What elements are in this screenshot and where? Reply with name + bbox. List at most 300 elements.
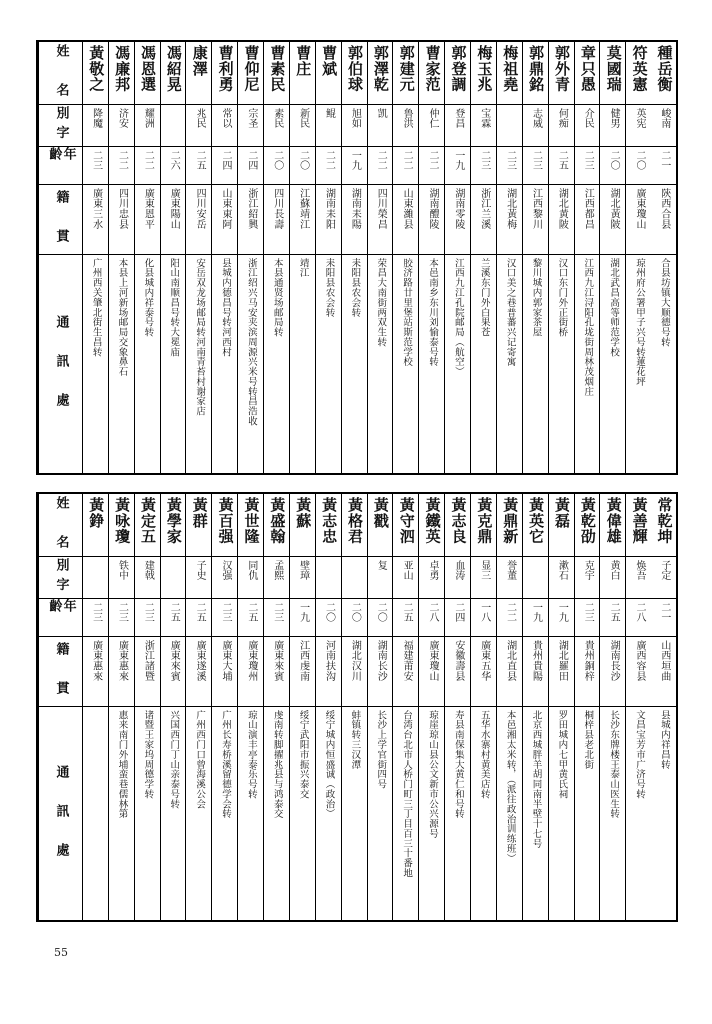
cell-name-text: 黃蘇 xyxy=(294,497,313,529)
cell-age xyxy=(212,598,237,636)
cell-alias-text: 血涛 xyxy=(452,560,464,581)
cell-alias xyxy=(549,556,574,598)
cell-name-text: 黃志忠 xyxy=(320,497,339,544)
cell-age-text: 二五 xyxy=(401,602,413,623)
cell-address xyxy=(600,254,625,473)
cell-age-text: 二〇 xyxy=(349,602,361,623)
cell-origin xyxy=(264,184,289,254)
cell-origin-text: 湖北汉川 xyxy=(349,640,361,682)
cell-age xyxy=(161,146,186,184)
cell-origin xyxy=(393,184,418,254)
cell-alias xyxy=(135,104,160,146)
roster-entry-column xyxy=(470,494,496,920)
cell-alias xyxy=(651,556,676,598)
cell-address xyxy=(135,706,160,920)
cell-origin-text: 江西黎川 xyxy=(530,188,542,230)
cell-alias xyxy=(186,104,211,146)
cell-address xyxy=(342,706,367,920)
cell-address-text: 兰溪东门外白果苍 xyxy=(478,258,490,338)
cell-alias xyxy=(471,556,496,598)
roster-entry-column xyxy=(211,494,237,920)
cell-name-text: 郭建元 xyxy=(397,45,416,92)
cell-origin-text: 廣東瓊山 xyxy=(426,640,438,682)
cell-alias-text: 济安 xyxy=(116,108,128,129)
cell-name-text: 黃志良 xyxy=(449,497,468,544)
cell-age-text: 二二 xyxy=(323,150,335,171)
cell-age-text: 一八 xyxy=(478,602,490,623)
roster-entry-column xyxy=(651,42,676,473)
cell-origin-text: 貴州貴陽 xyxy=(530,640,542,682)
cell-age xyxy=(83,598,108,636)
cell-address-text: 兴国西门丁山亲泰号转 xyxy=(168,710,180,809)
cell-age xyxy=(445,146,470,184)
cell-alias-text: 登昌 xyxy=(452,108,464,129)
roster-entry-column xyxy=(185,42,211,473)
cell-alias xyxy=(161,104,186,146)
cell-origin xyxy=(109,636,134,706)
roster-entry-column xyxy=(108,494,134,920)
cell-origin xyxy=(316,184,341,254)
cell-address xyxy=(316,706,341,920)
cell-origin-text: 浙江紹興 xyxy=(245,188,257,230)
cell-age xyxy=(290,598,315,636)
cell-alias xyxy=(523,104,548,146)
cell-origin xyxy=(393,636,418,706)
roster-entry-column xyxy=(341,494,367,920)
cell-alias-text: 孟熙 xyxy=(271,560,283,581)
roster-entry-column xyxy=(315,42,341,473)
cell-origin xyxy=(626,184,651,254)
cell-age-text: 二三 xyxy=(582,150,594,171)
cell-origin-text: 湖南長沙 xyxy=(608,640,620,682)
cell-alias xyxy=(238,104,263,146)
cell-address-text: 靖江 xyxy=(297,258,309,278)
cell-alias xyxy=(445,556,470,598)
cell-address-text: 汉口东门外正街桥 xyxy=(556,258,568,338)
cell-alias-text: 复 xyxy=(375,560,387,571)
cell-name-text: 曹利勇 xyxy=(216,45,235,92)
cell-name xyxy=(575,42,600,104)
cell-name-text: 黃守泗 xyxy=(397,497,416,544)
cell-name-text: 常乾坤 xyxy=(655,497,674,544)
cell-origin xyxy=(471,636,496,706)
cell-alias xyxy=(212,104,237,146)
cell-name xyxy=(264,42,289,104)
cell-address-text: 阳山南顺昌号转大冕庙 xyxy=(168,258,180,357)
cell-name-text: 郭伯球 xyxy=(346,45,364,92)
cell-name xyxy=(186,42,211,104)
cell-name-text: 黃格君 xyxy=(346,497,364,544)
cell-alias xyxy=(109,104,134,146)
cell-origin-text: 廣東瓊山 xyxy=(633,188,645,230)
cell-address-text: 汉口美之巷普蕃兴记寄寓 xyxy=(504,258,516,367)
cell-alias xyxy=(186,556,211,598)
cell-address-text: 黎川城内郭家茶屋 xyxy=(530,258,542,338)
cell-address xyxy=(575,706,600,920)
cell-origin-text: 廣東大埔 xyxy=(219,640,231,682)
roster-entry-column xyxy=(263,42,289,473)
cell-age-text: 二三 xyxy=(219,602,231,623)
cell-name xyxy=(626,494,651,556)
cell-name xyxy=(549,42,574,104)
roster-entry-column xyxy=(651,494,676,920)
cell-alias-text: 兆民 xyxy=(194,108,206,129)
cell-alias xyxy=(523,556,548,598)
cell-address-text: 本县上河新场邮局交象鼻石 xyxy=(116,258,128,377)
cell-address-text: 台湾台北市人桥门町三丁目百三十番地 xyxy=(401,710,413,878)
cell-origin-text: 廣東五华 xyxy=(478,640,490,682)
column-header-origin xyxy=(39,184,82,254)
cell-age xyxy=(393,146,418,184)
cell-origin-text: 山東東阿 xyxy=(219,188,231,230)
cell-address xyxy=(626,254,651,473)
cell-name-text: 符英憲 xyxy=(630,45,649,92)
cell-alias-text: 健男 xyxy=(608,108,620,129)
cell-alias xyxy=(135,556,160,598)
cell-name-text: 郭鼎銘 xyxy=(527,45,546,92)
cell-origin-text: 湖北黃陂 xyxy=(608,188,620,230)
cell-age-text: 二四 xyxy=(245,150,257,171)
cell-origin xyxy=(471,184,496,254)
cell-age xyxy=(626,146,651,184)
cell-alias-text: 子史 xyxy=(194,560,206,581)
cell-origin-text: 貴州銅梓 xyxy=(582,640,594,682)
cell-alias xyxy=(575,556,600,598)
cell-age-text: 二三 xyxy=(90,150,102,171)
cell-alias xyxy=(393,104,418,146)
cell-origin-text: 湖北直县 xyxy=(504,640,516,682)
cell-origin xyxy=(238,184,263,254)
cell-alias-text: 耀洲 xyxy=(142,108,154,129)
cell-origin xyxy=(419,636,444,706)
cell-address-text: 北京西城胖羊胡同南半壁十七号 xyxy=(530,710,542,849)
cell-address xyxy=(445,706,470,920)
cell-name xyxy=(626,42,651,104)
cell-address xyxy=(161,706,186,920)
cell-age xyxy=(368,146,393,184)
cell-address xyxy=(109,706,134,920)
cell-age xyxy=(264,598,289,636)
cell-name-text: 曹家范 xyxy=(423,45,442,92)
cell-name xyxy=(342,42,367,104)
cell-origin-text: 江西虔南 xyxy=(297,640,309,682)
roster-entry-column xyxy=(625,494,651,920)
cell-name xyxy=(109,42,134,104)
cell-alias-text: 介民 xyxy=(582,108,594,129)
cell-alias-text: 鲲 xyxy=(323,108,335,119)
cell-origin xyxy=(135,636,160,706)
cell-origin-text: 湖北黄陂 xyxy=(556,188,568,230)
cell-alias-text: 建戟 xyxy=(142,560,154,581)
cell-alias-text: 仲仁 xyxy=(426,108,438,129)
cell-origin-text: 廣東恩平 xyxy=(142,188,154,230)
column-header-name xyxy=(39,42,82,104)
cell-age-text: 二二 xyxy=(142,150,154,171)
cell-age-text: 二〇 xyxy=(271,150,283,171)
cell-age-text: 二五 xyxy=(168,602,180,623)
cell-origin xyxy=(651,636,676,706)
roster-entry-column xyxy=(134,494,160,920)
cell-address xyxy=(342,254,367,473)
cell-name-text: 馮紹晃 xyxy=(164,45,183,92)
cell-origin xyxy=(83,636,108,706)
cell-name xyxy=(83,494,108,556)
cell-origin-text: 湖南耒阳 xyxy=(323,188,335,230)
roster-entry-column xyxy=(418,494,444,920)
cell-name xyxy=(600,494,625,556)
cell-address-text: 诸暨王家坞周德学转 xyxy=(142,710,154,799)
cell-origin-text: 陝西合县 xyxy=(658,188,670,230)
roster-entry-column xyxy=(289,494,315,920)
cell-origin xyxy=(212,636,237,706)
cell-name-text: 黃戳 xyxy=(371,497,390,529)
cell-alias xyxy=(290,104,315,146)
cell-name xyxy=(523,42,548,104)
column-header-name-text: 姓 名 xyxy=(53,495,69,555)
cell-age-text: 二二 xyxy=(375,150,387,171)
cell-address-text: 广州西门口曾海溪公会 xyxy=(194,710,206,809)
cell-age-text: 二一 xyxy=(658,150,670,171)
roster-table-top xyxy=(36,40,678,475)
cell-origin-text: 湖北羅田 xyxy=(556,640,568,682)
cell-origin xyxy=(212,184,237,254)
cell-origin xyxy=(368,184,393,254)
cell-address xyxy=(419,254,444,473)
cell-origin-text: 江西都昌 xyxy=(582,188,594,230)
roster-entry-column xyxy=(444,42,470,473)
column-header-origin-text: 籍 貫 xyxy=(53,190,69,249)
cell-name xyxy=(238,494,263,556)
cell-address xyxy=(626,706,651,920)
cell-age xyxy=(342,146,367,184)
cell-origin xyxy=(600,184,625,254)
cell-origin-text: 湖南零陵 xyxy=(452,188,464,230)
cell-age-text: 二三 xyxy=(504,150,516,171)
cell-origin xyxy=(290,184,315,254)
cell-name-text: 黃乾劭 xyxy=(578,497,597,544)
cell-alias-text: 宝霖 xyxy=(478,108,490,129)
cell-age xyxy=(549,146,574,184)
cell-address-text: 罗田城内七甲黄氏祠 xyxy=(556,710,568,799)
cell-origin-text: 湖南长沙 xyxy=(375,640,387,682)
cell-name xyxy=(368,42,393,104)
cell-age-text: 二五 xyxy=(556,150,568,171)
cell-age-text: 二三 xyxy=(142,602,154,623)
column-header-address-text: 通 訊 處 xyxy=(53,764,69,863)
cell-address xyxy=(109,254,134,473)
cell-name xyxy=(212,42,237,104)
roster-entry-column xyxy=(211,42,237,473)
cell-alias xyxy=(342,104,367,146)
cell-address-text: 长沙东牌楼王泰山医生转 xyxy=(608,710,620,819)
cell-address xyxy=(523,706,548,920)
cell-alias xyxy=(600,104,625,146)
cell-address xyxy=(497,706,522,920)
roster-entry-column xyxy=(574,42,600,473)
cell-age xyxy=(186,146,211,184)
cell-alias-text: 壁璋 xyxy=(297,560,309,581)
cell-address xyxy=(238,254,263,473)
cell-origin xyxy=(135,184,160,254)
roster-entry-column xyxy=(237,42,263,473)
cell-age xyxy=(419,598,444,636)
roster-entry-column xyxy=(548,42,574,473)
cell-age xyxy=(264,146,289,184)
cell-origin xyxy=(186,184,211,254)
cell-name xyxy=(186,494,211,556)
cell-age-text: 二二 xyxy=(504,602,516,623)
cell-origin xyxy=(264,636,289,706)
cell-name xyxy=(290,42,315,104)
roster-entry-column xyxy=(160,494,186,920)
cell-age xyxy=(316,598,341,636)
cell-name-text: 黃善輝 xyxy=(630,497,649,544)
cell-age xyxy=(445,598,470,636)
cell-origin-text: 四川安岳 xyxy=(194,188,206,230)
cell-age xyxy=(626,598,651,636)
cell-alias xyxy=(109,556,134,598)
cell-address-text: 江西九江孔院邮局（航空） xyxy=(452,258,464,377)
cell-origin xyxy=(161,184,186,254)
cell-address-text: 荣昌大南街两双生转 xyxy=(375,258,387,347)
cell-alias xyxy=(290,556,315,598)
cell-alias-text: 何痴 xyxy=(556,108,568,129)
cell-age xyxy=(212,146,237,184)
cell-alias xyxy=(471,104,496,146)
cell-address-text: 耒阳县农会转 xyxy=(349,258,361,318)
cell-origin xyxy=(368,636,393,706)
cell-name-text: 黃百强 xyxy=(216,497,235,544)
cell-alias xyxy=(342,556,367,598)
cell-address xyxy=(497,254,522,473)
roster-entry-column xyxy=(341,42,367,473)
cell-address-text: 合县坊镇大顺德号转 xyxy=(658,258,670,347)
cell-origin xyxy=(497,184,522,254)
cell-address-text: 安岳双龙场邮局转河南青苔村谢家店 xyxy=(194,258,206,417)
cell-alias-text: 志威 xyxy=(530,108,542,129)
cell-age-text: 二八 xyxy=(633,602,645,623)
cell-age-text: 二三 xyxy=(271,602,283,623)
cell-name xyxy=(445,494,470,556)
cell-name-text: 康澤 xyxy=(190,45,209,77)
cell-name xyxy=(497,494,522,556)
cell-name xyxy=(161,494,186,556)
cell-origin xyxy=(497,636,522,706)
cell-name-text: 黃敬之 xyxy=(87,45,106,92)
cell-alias xyxy=(264,556,289,598)
cell-origin xyxy=(523,184,548,254)
cell-alias-text: 显三 xyxy=(478,560,490,581)
cell-alias-text: 焕吾 xyxy=(633,560,645,581)
cell-name xyxy=(290,494,315,556)
cell-origin-text: 河南扶沟 xyxy=(323,640,335,682)
cell-address xyxy=(419,706,444,920)
cell-address-text: 桐梓县老北街 xyxy=(582,710,594,770)
cell-name-text: 曹素民 xyxy=(268,45,287,92)
cell-address-text: 惠来南门外埔蛮巷儒林第 xyxy=(116,710,128,819)
cell-alias-text: 降魔 xyxy=(90,108,102,129)
cell-address-text: 虔南转脚擢兆县与鸿泰交 xyxy=(271,710,283,819)
cell-address-text: 县城内德昌号转河西村 xyxy=(220,258,231,357)
cell-age xyxy=(135,598,160,636)
cell-age xyxy=(471,598,496,636)
cell-age xyxy=(600,146,625,184)
roster-entry-column xyxy=(263,494,289,920)
cell-name xyxy=(109,494,134,556)
cell-age-text: 二四 xyxy=(219,150,231,171)
cell-origin-text: 廣東惠來 xyxy=(90,640,102,682)
cell-alias xyxy=(600,556,625,598)
cell-origin-text: 安徽壽县 xyxy=(452,640,464,682)
cell-alias xyxy=(316,556,341,598)
cell-origin-text: 湖北黃梅 xyxy=(504,188,516,230)
cell-age xyxy=(600,598,625,636)
cell-address-text: 耒阳县农会转 xyxy=(323,258,335,318)
cell-name-text: 馮恩選 xyxy=(139,45,157,92)
column-header-address-text: 通 訊 處 xyxy=(53,315,69,413)
column-header-address xyxy=(39,706,82,920)
column-header-origin-text: 籍 貫 xyxy=(53,642,69,701)
cell-origin-text: 山東濰县 xyxy=(401,188,413,230)
cell-address xyxy=(83,254,108,473)
cell-origin xyxy=(600,636,625,706)
cell-name xyxy=(393,494,418,556)
cell-address xyxy=(264,254,289,473)
roster-entry-column xyxy=(548,494,574,920)
roster-entry-column xyxy=(496,42,522,473)
cell-alias xyxy=(83,556,108,598)
cell-alias-text: 新民 xyxy=(297,108,309,129)
cell-name-text: 郭澤乾 xyxy=(371,45,390,92)
roster-entry-column xyxy=(625,42,651,473)
cell-name xyxy=(651,42,676,104)
cell-name xyxy=(316,494,341,556)
cell-origin xyxy=(290,636,315,706)
cell-alias-text: 子定 xyxy=(658,560,670,581)
cell-alias-text: 亚山 xyxy=(401,560,413,581)
cell-age-text: 二八 xyxy=(426,602,438,623)
cell-alias-text: 旭如 xyxy=(349,108,361,129)
cell-age xyxy=(651,146,676,184)
cell-address xyxy=(549,706,574,920)
roster-entry-column xyxy=(496,494,522,920)
roster-entry-column xyxy=(392,494,418,920)
cell-name-text: 曹斌 xyxy=(320,45,339,77)
roster-entry-column xyxy=(444,494,470,920)
cell-address-text: 琼山演丰亭泰乐号转 xyxy=(245,710,257,799)
roster-header-column xyxy=(38,42,82,473)
cell-alias xyxy=(445,104,470,146)
cell-origin xyxy=(549,184,574,254)
cell-alias-text: 宗圣 xyxy=(245,108,257,129)
cell-name-text: 種岳衡 xyxy=(655,45,674,92)
cell-age xyxy=(161,598,186,636)
cell-age xyxy=(186,598,211,636)
roster-entry-column xyxy=(599,494,625,920)
cell-name-text: 黃英它 xyxy=(527,497,546,544)
cell-age-text: 二四 xyxy=(452,602,464,623)
cell-name-text: 黃定五 xyxy=(139,497,157,544)
roster-entry-column xyxy=(522,42,548,473)
cell-alias-text: 峻南 xyxy=(658,108,670,129)
cell-name-text: 黃群 xyxy=(190,497,209,529)
page-number: 55 xyxy=(54,946,68,959)
roster-entry-column xyxy=(522,494,548,920)
roster-entry-column xyxy=(315,494,341,920)
column-header-name-text: 姓 名 xyxy=(53,43,69,103)
cell-age-text: 二五 xyxy=(245,602,257,623)
cell-address-text: 江西九江浔阳孔垅街周林茂烟庄 xyxy=(582,258,594,397)
